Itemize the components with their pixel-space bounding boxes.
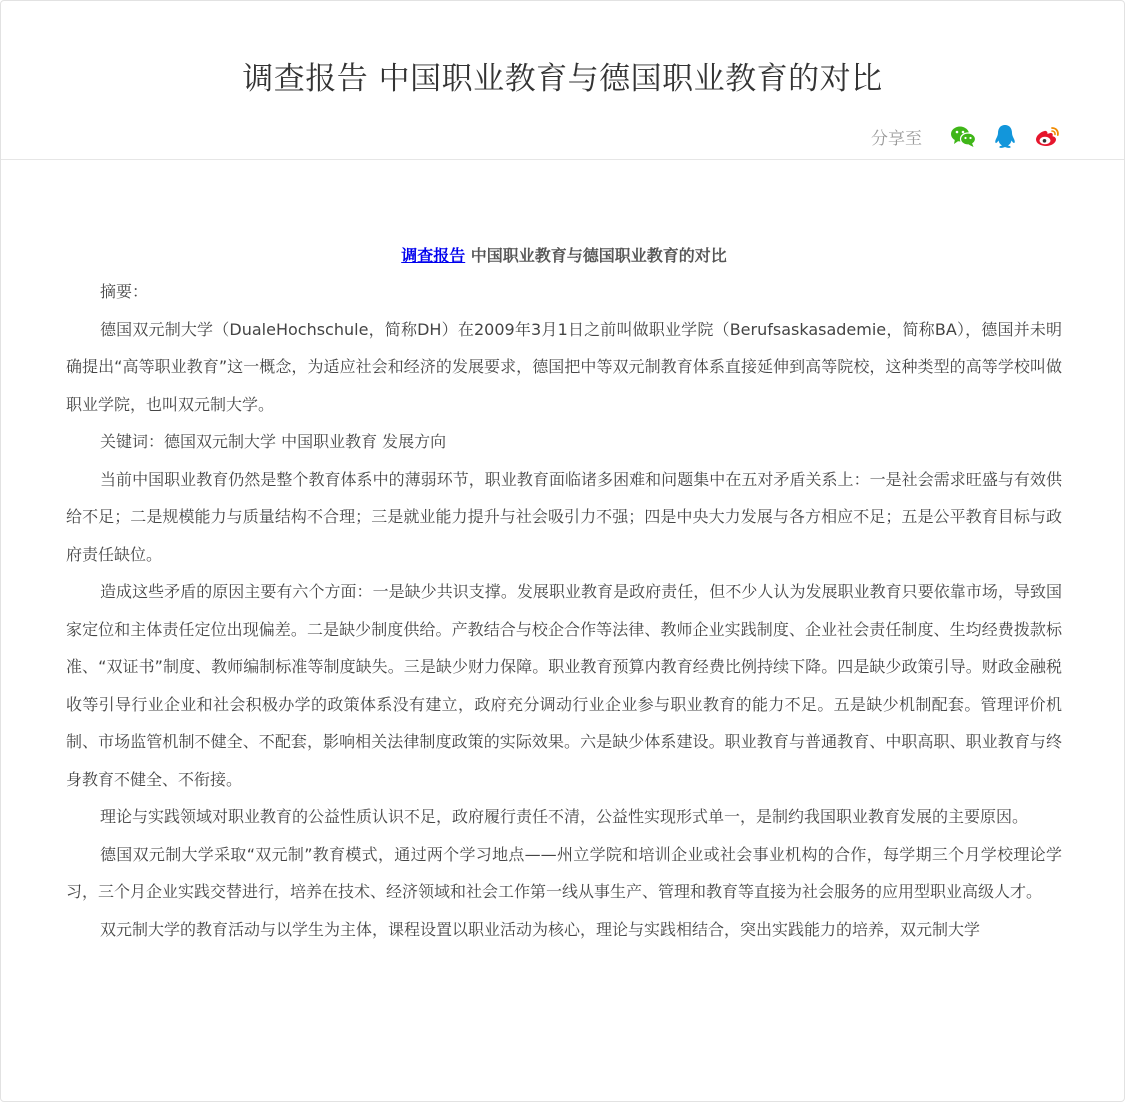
paragraph: 理论与实践领域对职业教育的公益性质认识不足，政府履行责任不清，公益性实现形式单一，是制约我国职业教育发展的主要原因。 <box>100 807 1029 826</box>
paragraph-abstract: 德国双元制大学（DualeHochschule，简称DH）在2009年3月1日之前叫做职业学院（Berufsaskasademie，简称BA），德国并未明确提出“高等职业教育”这一概念，为适应社会和经济的发展要求，德国把中等双元制教育体系直接延伸到高等院校，这种类型的高等学校叫做职业学院，也叫双元制大学。 <box>66 319 1062 414</box>
paragraph: 双元制大学的教育活动与以学生为主体，课程设置以职业活动为核心，理论与实践相结合，突出实践能力的培养，双元制大学 <box>100 919 981 939</box>
paragraph-keywords: 关键词：德国双元制大学 中国职业教育 发展方向 <box>100 432 447 451</box>
article-title <box>66 239 1062 273</box>
wechat-icon[interactable] <box>948 121 978 151</box>
share-bar <box>871 121 1062 151</box>
header-divider <box>1 159 1124 160</box>
article-body <box>66 239 1062 948</box>
weibo-icon[interactable] <box>1032 121 1062 151</box>
paragraph: 德国双元制大学采取“双元制”教育模式，通过两个学习地点——州立学院和培训企业或社会事业机构的合作，每学期三个月学校理论学习，三个月企业实践交替进行，培养在技术、经济领域和社会工作第一线从事生产、管理和教育等直接为社会服务的应用型职业高级人才。 <box>66 844 1062 901</box>
page-title: 调查报告 中国职业教育与德国职业教育的对比 <box>242 61 883 97</box>
paragraph: 造成这些矛盾的原因主要有六个方面：一是缺少共识支撑。发展职业教育是政府责任，但不少人认为发展职业教育只要依靠市场，导致国家定位和主体责任定位出现偏差。二是缺少制度供给。产教结合与校企合作等法律、教师企业实践制度、企业社会责任制度、生均经费拨款标准、“双证书”制度、教师编制标准等制度缺失。三是缺少财力保障。职业教育预算内教育经费比例持续下降。四是缺少政策引导。财政金融税收等引导行业企业和社会积极办学的政策体系没有建立，政府充分调动行业企业参与职业教育的能力不足。五是缺少机制配套。管理评价机制、市场监管机制不健全、不配套，影响相关法律制度政策的实际效果。六是缺少体系建设。职业教育与普通教育、中职高职、职业教育与终身教育不健全、不衔接。 <box>66 582 1062 789</box>
paragraph: 当前中国职业教育仍然是整个教育体系中的薄弱环节，职业教育面临诸多困难和问题集中在五对矛盾关系上：一是社会需求旺盛与有效供给不足；二是规模能力与质量结构不合理；三是就业能力提升与社会吸引力不强；四是中央大力发展与各方相应不足；五是公平教育目标与政府责任缺位。 <box>66 469 1062 564</box>
qq-icon[interactable] <box>990 121 1020 151</box>
share-label: 分享至 <box>871 128 922 149</box>
article-title-text: 中国职业教育与德国职业教育的对比 <box>465 246 727 265</box>
article-title-link[interactable]: 调查报告 <box>401 246 466 265</box>
paragraph-abstract-label: 摘要： <box>100 282 149 301</box>
